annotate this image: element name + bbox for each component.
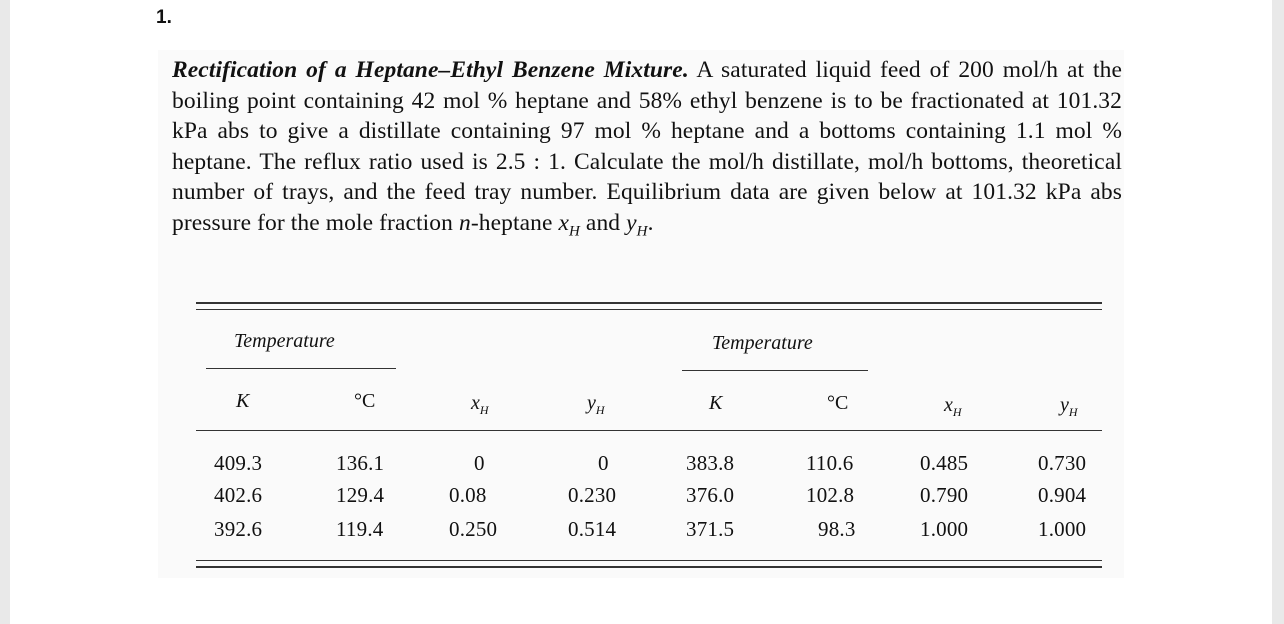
col-header-k-left: K [236,390,250,412]
group-left-underline [206,368,396,369]
y-variable: y [626,209,637,236]
cell-c-left: 129.4 [336,483,385,507]
col-header-c-left: °C [354,390,376,412]
and-text: and [579,209,627,236]
problem-statement [172,55,1122,238]
table-bottom-rule-1 [196,560,1102,561]
table-top-rule-2 [196,309,1102,310]
scanned-problem [158,50,1124,578]
x-header-var: x [471,392,480,414]
y-header-var: y [587,392,596,414]
temperature-group-left: Temperature [234,330,335,352]
cell-k-left: 392.6 [214,517,263,541]
document-page [10,0,1272,624]
cell-x-right: 1.000 [920,517,969,541]
n-prefix: n [458,209,471,236]
x-header-sub: H [479,403,489,417]
y-header-var: y [1060,394,1069,416]
header-bottom-rule [196,430,1102,431]
cell-k-right: 376.0 [686,483,735,507]
x-header-var: x [944,394,953,416]
cell-y-left: 0.514 [568,517,617,541]
table-top-rule-1 [196,302,1102,304]
col-header-y-right [1060,394,1078,417]
cell-k-left: 402.6 [214,483,263,507]
cell-x-left: 0 [474,451,485,475]
x-header-sub: H [952,405,962,419]
y-header-sub: H [595,403,605,417]
cell-c-right: 102.8 [806,483,855,507]
cell-y-right: 1.000 [1038,517,1087,541]
col-header-k-right: K [709,392,723,414]
problem-title: Rectification of a Heptane–Ethyl Benzene Mixture. [172,57,689,83]
cell-c-right: 110.6 [806,451,854,475]
cell-c-left: 136.1 [336,451,385,475]
col-header-x-left [471,392,489,415]
problem-body-1: A saturated liquid feed of 200 mol/h at the boiling point containing 42 mol % heptane and 58% ethyl benzene is to be fractionated at 101.32 kPa abs to give a distillate containing 97 mol % heptane and a bottoms containing 1.1 mol % heptane. The reflux ratio used is 2.5 : 1. Calculate the mol/h distillate, mol/h bottoms, theoretical number of trays, and the feed tray number. Equilibrium data are given below at 101.32 kPa abs pressure for the mole fraction [172,57,1122,236]
x-variable: x [558,209,570,236]
y-subscript: H [636,223,648,240]
cell-y-right: 0.904 [1038,483,1087,507]
cell-x-right: 0.790 [920,483,969,507]
cell-k-left: 409.3 [214,451,263,475]
cell-k-right: 371.5 [686,517,735,541]
cell-k-right: 383.8 [686,451,735,475]
problem-body-2: -heptane [470,209,559,236]
cell-x-left: 0.250 [449,517,498,541]
group-right-underline [682,370,868,371]
cell-y-left: 0 [598,451,609,475]
cell-y-left: 0.230 [568,483,617,507]
y-header-sub: H [1068,405,1078,419]
temperature-group-right: Temperature [712,332,813,354]
end-text: . [647,209,654,236]
cell-y-right: 0.730 [1038,451,1087,475]
table-bottom-rule-2 [196,566,1102,568]
cell-c-left: 119.4 [336,517,384,541]
question-number: 1. [156,7,172,28]
cell-c-right: 98.3 [818,517,856,541]
col-header-x-right [944,394,962,417]
col-header-y-left [587,392,605,415]
x-subscript: H [569,223,580,240]
col-header-c-right: °C [827,392,849,414]
cell-x-left: 0.08 [449,483,487,507]
cell-x-right: 0.485 [920,451,969,475]
